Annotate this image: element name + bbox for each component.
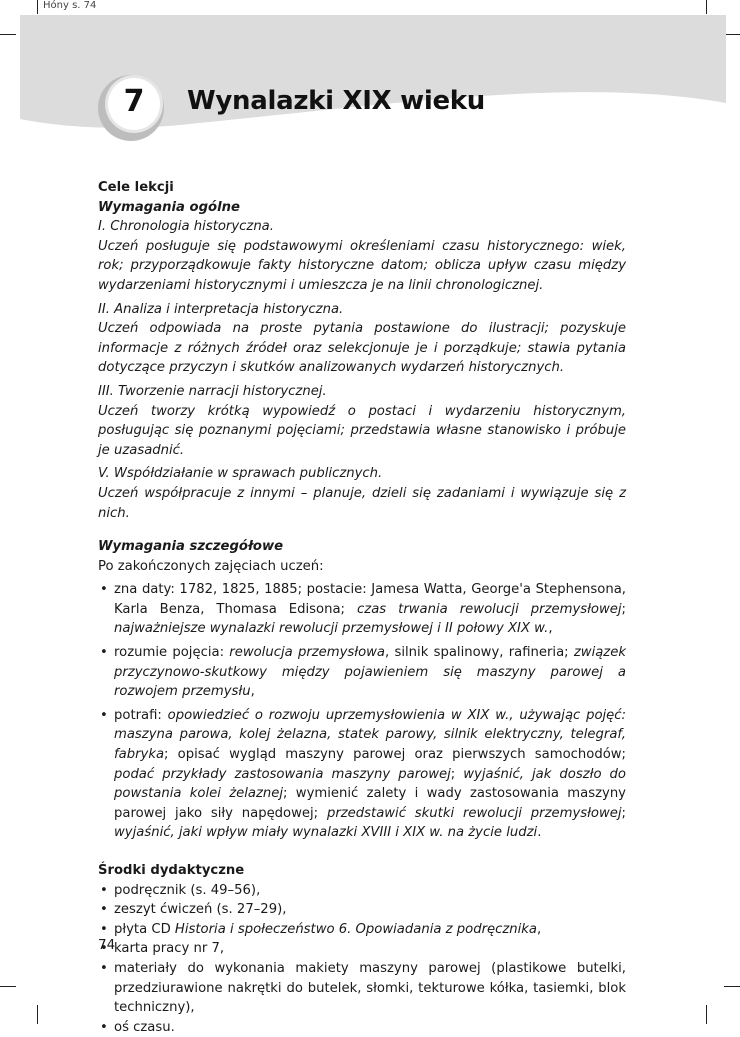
list-item: • rozumie pojęcia: rewolucja przemysłowa, silnik spalinowy, rafineria; związek przyczynowo-skutkowy między pojawieniem się maszyny parowej a rozwojem przemysłu, <box>98 643 626 702</box>
crop-mark-bottom-left-h <box>0 986 16 987</box>
subheading-szczegolowe: Wymagania szczegółowe <box>98 539 284 555</box>
req-2-title: II. Analiza i interpretacja historyczna. <box>98 301 344 317</box>
req-5-text: Uczeń współpracuje z innymi – planuje, dzieli się zadaniami i wywiązuje się z nich. <box>98 485 626 521</box>
req-1-title: I. Chronologia historyczna. <box>98 219 274 235</box>
list-item: • podręcznik (s. 49–56), <box>98 881 626 901</box>
section-heading-cele: Cele lekcji <box>98 180 174 195</box>
list-item: • zeszyt ćwiczeń (s. 27–29), <box>98 900 626 920</box>
subheading-ogolne: Wymagania ogólne <box>98 199 240 215</box>
crop-mark-top-left-h <box>0 34 16 35</box>
print-slug: Hóny s. 74 <box>43 0 97 11</box>
req-5-title: V. Współdziałanie w sprawach publicznych. <box>98 466 383 482</box>
req-3-text: Uczeń tworzy krótką wypowiedź o postaci i wydarzeniu historycznym, posługując się poznanymi pojęciami; przedstawia własne stanowisko i próbuje je uzasadnić. <box>98 403 626 458</box>
crop-mark-bottom-right <box>706 1005 707 1024</box>
list-item: • potrafi: opowiedzieć o rozwoju uprzemysłowienia w XIX w., używając pojęć: maszyna parowa, kolej żelazna, statek parowy, silnik elektryczny, telegraf, fabryka; opisać wygląd maszyny parowej oraz pierwszych samochodów; podać przykłady zastosowania maszyny parowej; wyjaśnić, jak doszło do powstania kolei żelaznej; wymienić zalety i wady zastosowania maszyny parowej jako siły napędowej; przedstawić skutki rewolucji przemysłowej; wyjaśnić, jaki wpływ miały wynalazki XVIII i XIX w. na życie ludzi. <box>98 706 626 843</box>
crop-mark-top-left <box>37 0 38 14</box>
req-3-title: III. Tworzenie narracji historycznej. <box>98 383 327 399</box>
main-content <box>98 178 626 1037</box>
list-item: • zna daty: 1782, 1825, 1885; postacie: Jamesa Watta, George'a Stephensona, Karla Benza, Thomasa Edisona; czas trwania rewolucji przemysłowej; najważniejsze wynalazki rewolucji przemysłowej i II połowy XIX w., <box>98 580 626 639</box>
list-item: • płyta CD Historia i społeczeństwo 6. Opowiadania z podręcznika, <box>98 920 626 940</box>
crop-mark-bottom-left <box>37 1005 38 1024</box>
req-1-text: Uczeń posługuje się podstawowymi określeniami czasu historycznego: wiek, rok; przyporządkowuje fakty historyczne datom; oblicza upływ czasu między wydarzeniami historycznymi i umieszcza je na linii chronologicznej. <box>98 238 626 293</box>
list-item: • materiały do wykonania makiety maszyny parowej (plastikowe butelki, przedziurawione nakrętki do butelek, słomki, tekturowe kółka, tasiemki, blok techniczny), <box>98 959 626 1018</box>
req-2-text: Uczeń odpowiada na proste pytania postawione do ilustracji; pozyskuje informacje z różnych źródeł oraz selekcjonuje je i porządkuje; stawia pytania dotyczące przyczyn i skutków analizowanych wydarzeń historycznych. <box>98 321 626 376</box>
crop-mark-top-right-h <box>724 34 740 35</box>
chapter-number: 7 <box>123 84 145 119</box>
chapter-title: Wynalazki XIX wieku <box>187 86 486 116</box>
szczegolowe-list <box>98 580 626 843</box>
srodki-list <box>98 881 626 1037</box>
section-heading-srodki: Środki dydaktyczne <box>98 863 245 878</box>
list-item: • karta pracy nr 7, <box>98 939 626 959</box>
crop-mark-bottom-right-h <box>724 986 740 987</box>
crop-mark-top-right <box>706 0 707 14</box>
list-item: • oś czasu. <box>98 1018 626 1037</box>
page-number: 74 <box>98 937 116 953</box>
szczegolowe-intro: Po zakończonych zajęciach uczeń: <box>98 558 324 574</box>
